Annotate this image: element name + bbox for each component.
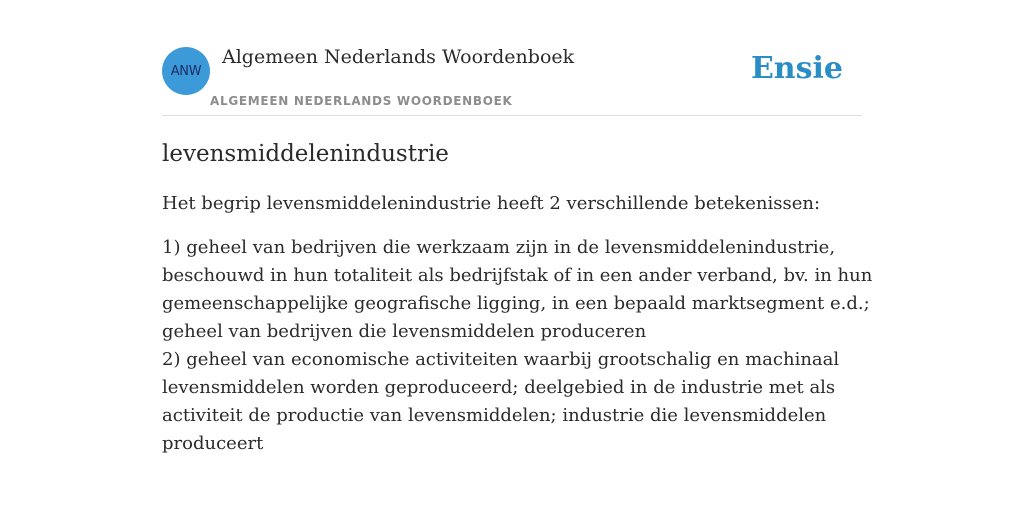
definition-line: activiteit de productie van levensmiddelen; industrie die levensmiddelen — [162, 405, 827, 426]
entry-intro: Het begrip levensmiddelenindustrie heeft 2 verschillende betekenissen: — [162, 193, 821, 214]
definition-line: geheel van bedrijven die levensmiddelen produceren — [162, 321, 647, 342]
anw-logo-text: ANW — [170, 63, 202, 79]
entry-definitions — [162, 234, 873, 458]
ensie-brand-logo[interactable]: Ensie — [750, 51, 843, 86]
dictionary-header — [162, 44, 862, 116]
definition-line: produceert — [162, 433, 264, 454]
definition-line: levensmiddelen worden geproduceerd; deelgebied in de industrie met als — [162, 377, 836, 398]
definition-line: gemeenschappelijke geografische ligging, in een bepaald marktsegment e.d.; — [162, 293, 870, 314]
entry-content — [162, 138, 873, 458]
definition-line: 1) geheel van bedrijven die werkzaam zijn in de levensmiddelenindustrie, — [162, 237, 836, 258]
entry-headword: levensmiddelenindustrie — [162, 141, 449, 167]
definition-line: 2) geheel van economische activiteiten waarbij grootschalig en machinaal — [162, 349, 840, 370]
anw-logo[interactable] — [162, 47, 210, 95]
dictionary-subtitle: ALGEMEEN NEDERLANDS WOORDENBOEK — [210, 94, 513, 108]
definition-line: beschouwd in hun totaliteit als bedrijfstak of in een ander verband, bv. in hun — [162, 265, 873, 286]
dictionary-title[interactable]: Algemeen Nederlands Woordenboek — [222, 46, 575, 68]
